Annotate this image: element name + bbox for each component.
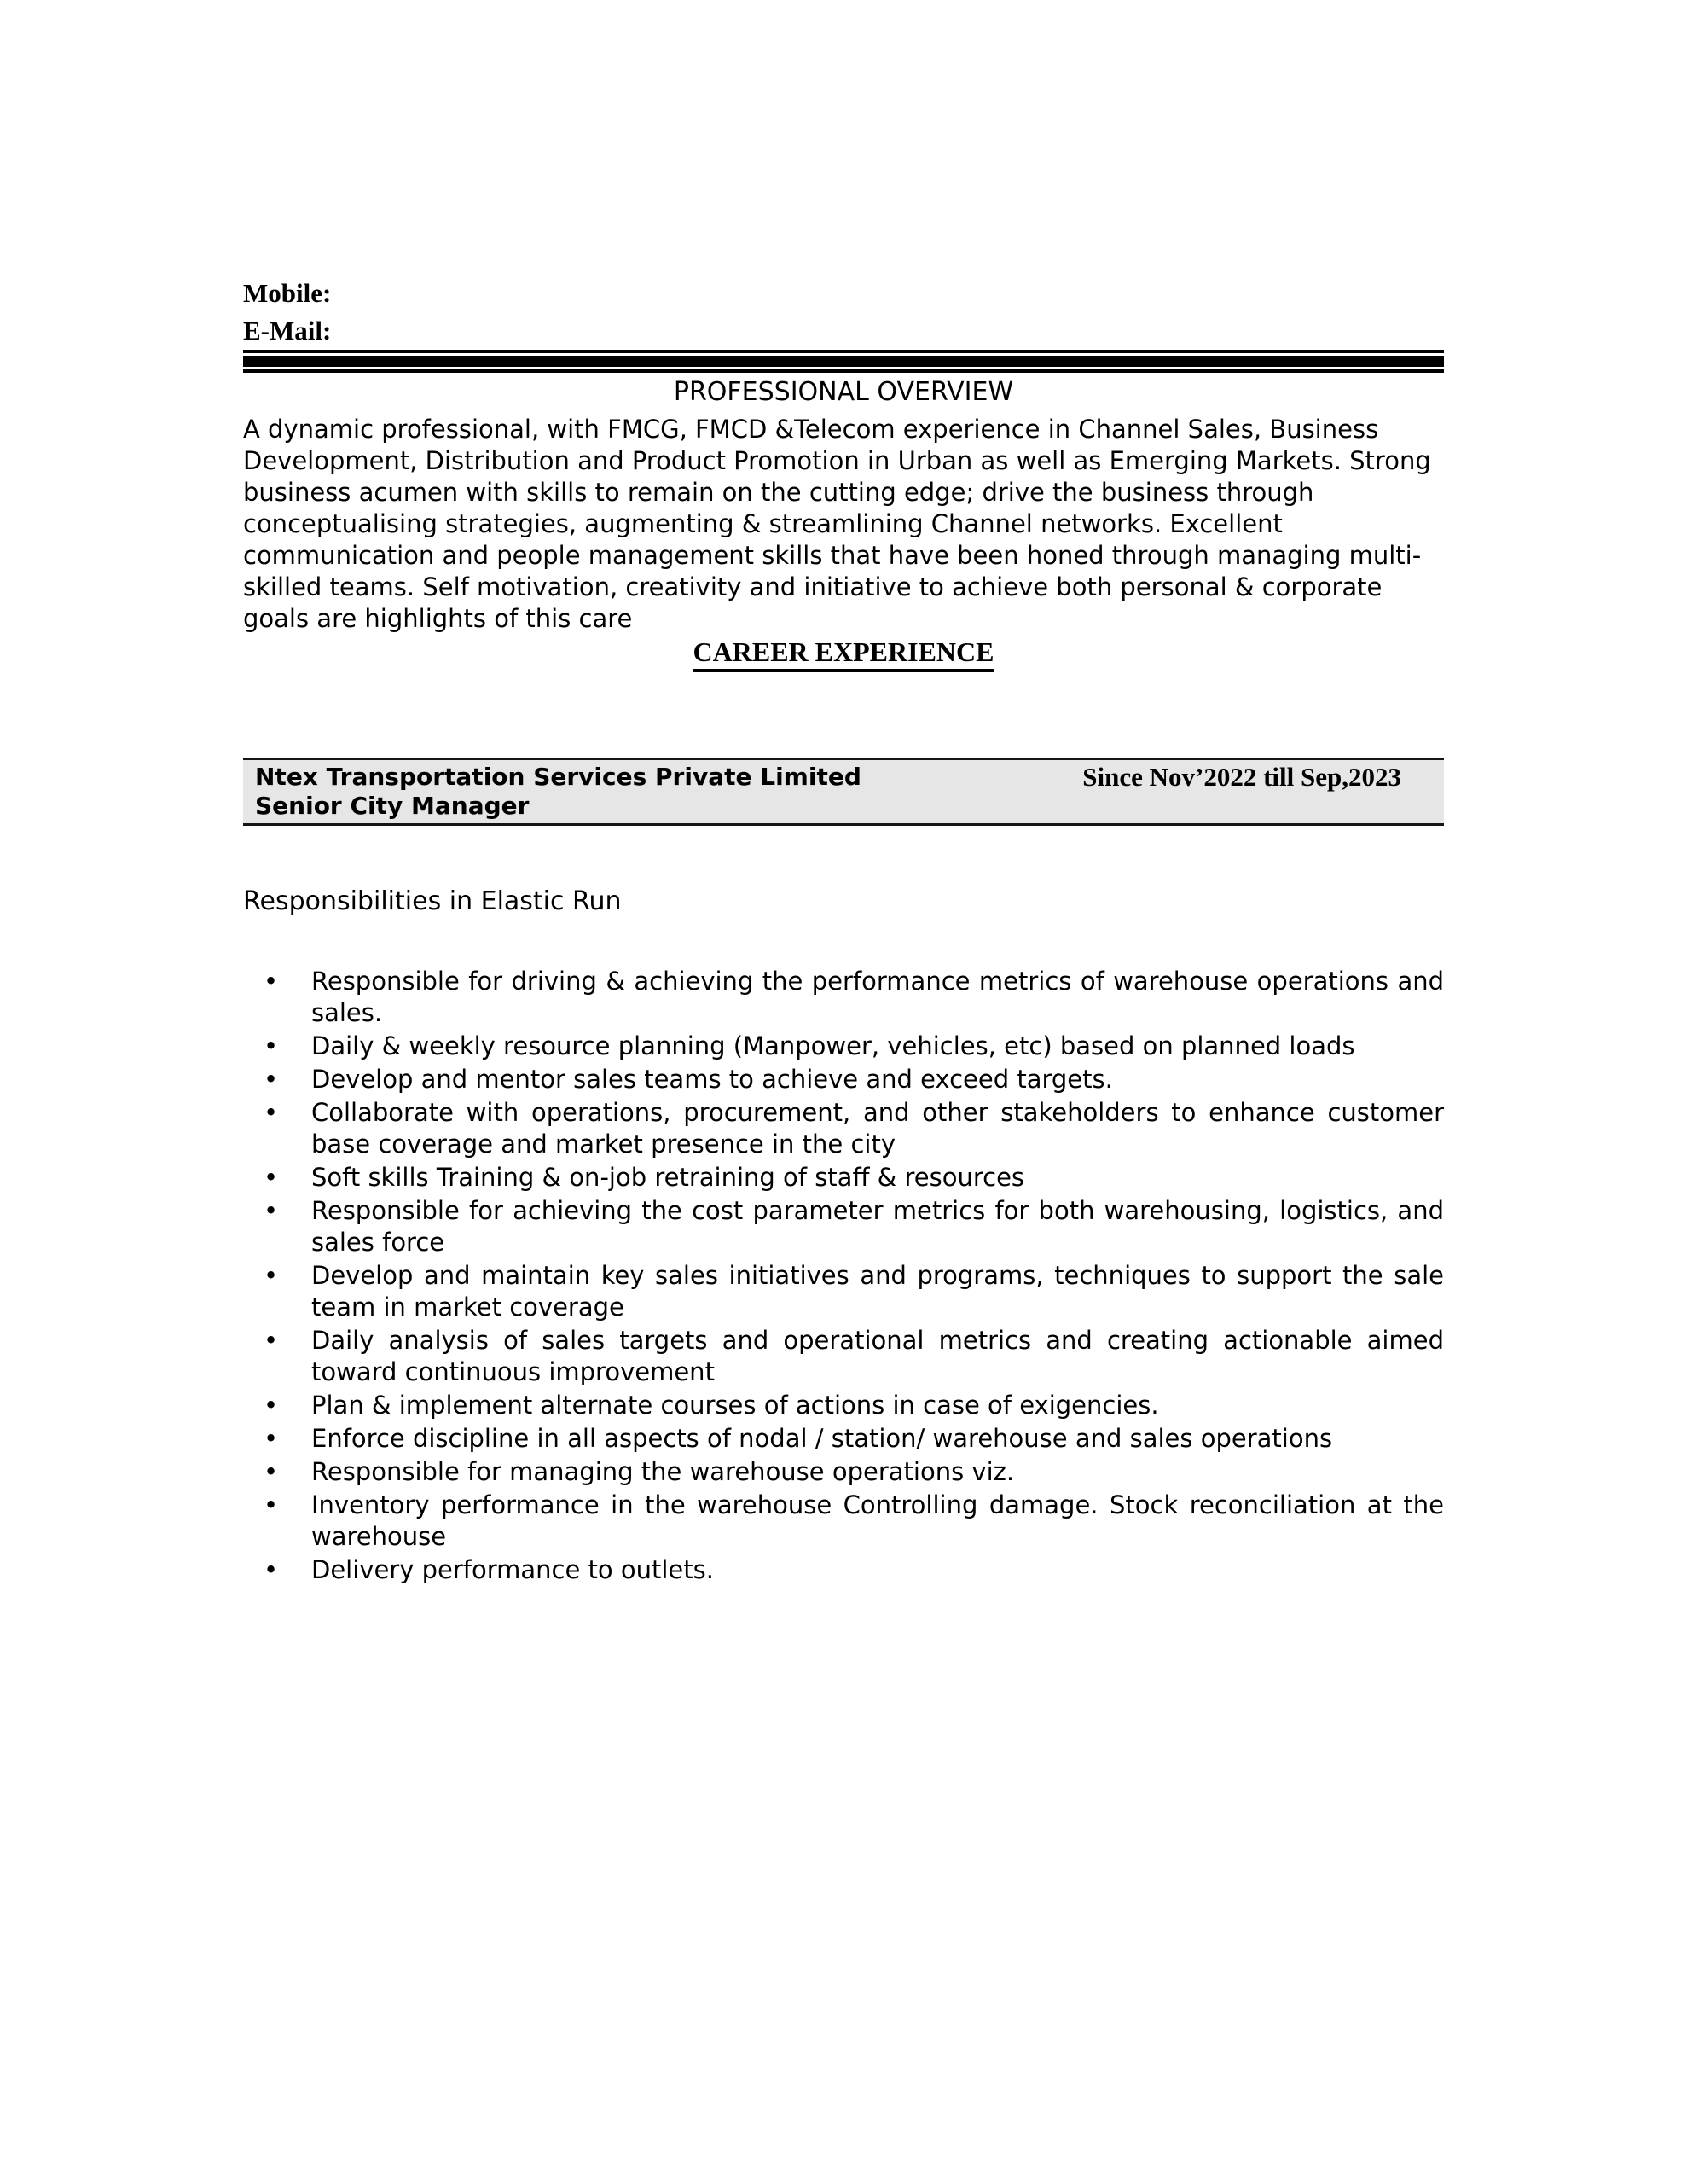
bullet-icon: • (264, 1261, 279, 1290)
list-item-text: Plan & implement alternate courses of actions in case of exigencies. (311, 1391, 1159, 1420)
list-item (243, 966, 1444, 1029)
list-item-text: Collaborate with operations, procurement, and other stakeholders to enhance customer base coverage and market presence in the city (311, 1098, 1444, 1159)
bullet-icon: • (264, 1391, 279, 1420)
bullet-icon: • (264, 1555, 279, 1584)
list-item (243, 1554, 1444, 1586)
header-divider-band (243, 356, 1444, 367)
list-item-text: Daily & weekly resource planning (Manpower, vehicles, etc) based on planned loads (311, 1031, 1355, 1060)
responsibilities-list (243, 966, 1444, 1586)
bullet-icon: • (264, 1457, 279, 1486)
list-item (243, 1325, 1444, 1388)
list-item (243, 1064, 1444, 1095)
bullet-icon: • (264, 1065, 279, 1094)
responsibilities-heading: Responsibilities in Elastic Run (243, 886, 622, 916)
list-item-text: Responsible for managing the warehouse operations viz. (311, 1457, 1015, 1486)
job-header-bar (243, 758, 1444, 826)
list-item-text: Responsible for driving & achieving the performance metrics of warehouse operations and sales. (311, 967, 1444, 1027)
list-item-text: Develop and maintain key sales initiatives and programs, techniques to support the sale team in market coverage (311, 1261, 1444, 1321)
list-item (243, 1260, 1444, 1323)
list-item-text: Develop and mentor sales teams to achieve and exceed targets. (311, 1065, 1113, 1094)
list-item-text: Soft skills Training & on-job retraining of staff & resources (311, 1163, 1025, 1192)
email-label: E-Mail: (243, 316, 332, 346)
header-divider-rule (243, 350, 1444, 373)
bullet-icon: • (264, 1196, 279, 1225)
bullet-icon: • (264, 1326, 279, 1355)
mobile-label: Mobile: (243, 278, 332, 308)
list-item (243, 1097, 1444, 1160)
list-item-text: Daily analysis of sales targets and operational metrics and creating actionable aimed toward continuous improvement (311, 1326, 1444, 1386)
list-item-text: Inventory performance in the warehouse Controlling damage. Stock reconciliation at the warehouse (311, 1490, 1444, 1551)
professional-overview-title: PROFESSIONAL OVERVIEW (673, 377, 1014, 407)
list-item (243, 1423, 1444, 1455)
job-left-block (243, 763, 1082, 821)
list-item (243, 1031, 1444, 1062)
career-experience-heading-wrap (243, 636, 1444, 672)
list-item (243, 1390, 1444, 1421)
resume-page (243, 0, 1444, 1588)
bullet-icon: • (264, 1490, 279, 1519)
list-item-text: Delivery performance to outlets. (311, 1555, 714, 1584)
contact-block (243, 275, 1444, 350)
list-item-text: Responsible for achieving the cost parameter metrics for both warehousing, logistics, and sales force (311, 1196, 1444, 1257)
list-item (243, 1456, 1444, 1488)
professional-overview-body: A dynamic professional, with FMCG, FMCD &Telecom experience in Channel Sales, Business Development, Distribution and Product Promotion in Urban as well as Emerging Markets. Strong business acumen with skills to remain on the cutting edge; drive the business through conceptualising strategies, augmenting & streamlining Channel networks. Excellent communication and people management skills that have been honed through managing multi-skilled teams. Self motivation, creativity and initiative to achieve both personal & corporate goals are highlights of this care (243, 415, 1431, 633)
bullet-icon: • (264, 1031, 279, 1060)
bullet-icon: • (264, 1424, 279, 1453)
job-company: Ntex Transportation Services Private Limited (255, 763, 861, 791)
bullet-icon: • (264, 1098, 279, 1127)
list-item (243, 1490, 1444, 1553)
list-item (243, 1162, 1444, 1194)
list-item-text: Enforce discipline in all aspects of nodal / station/ warehouse and sales operations (311, 1424, 1333, 1453)
job-dates: Since Nov’2022 till Sep,2023 (1082, 762, 1401, 792)
job-role: Senior City Manager (255, 792, 530, 820)
list-item (243, 1195, 1444, 1258)
bullet-icon: • (264, 1163, 279, 1192)
career-experience-heading: CAREER EXPERIENCE (693, 636, 994, 672)
bullet-icon: • (264, 967, 279, 996)
